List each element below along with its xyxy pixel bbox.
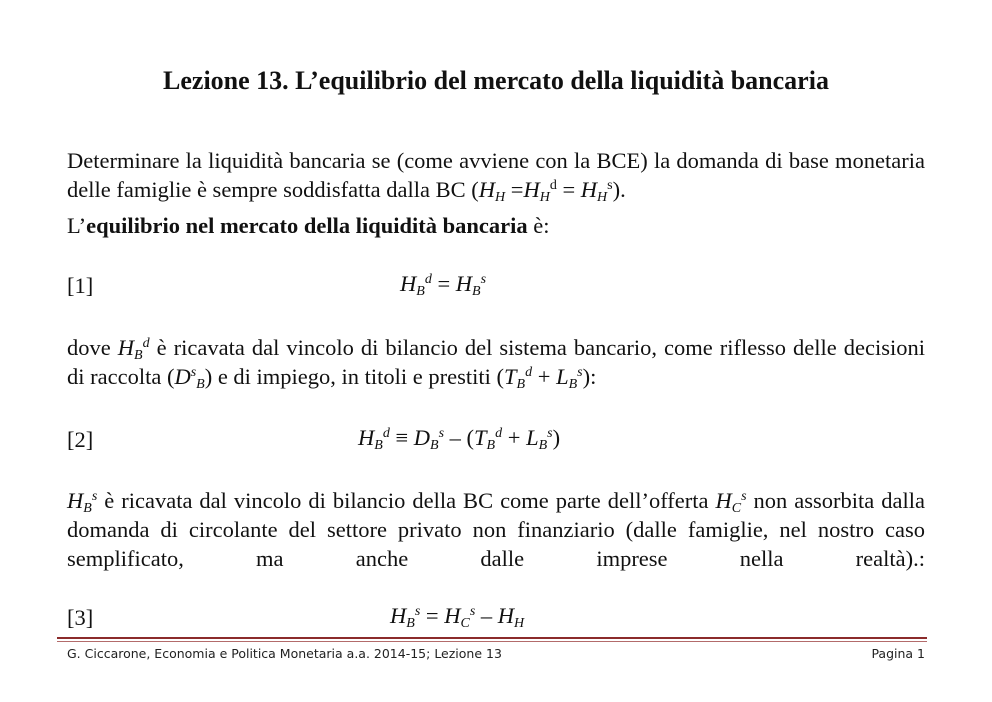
- footer-left: G. Ciccarone, Economia e Politica Monetaria a.a. 2014-15; Lezione 13: [67, 646, 502, 661]
- paragraph-domanda: dove $H_B^d$ è ricavata dal vincolo di bilancio del sistema bancario, come riflesso delle decisioni di raccolta $(D^s_B)$ e di impiego, in titoli e prestiti $(T_B^d + L_B^s)$:: [67, 335, 925, 393]
- footer-rule: [57, 637, 927, 639]
- page-title: Lezione 13. L’equilibrio del mercato della liquidità bancaria: [163, 66, 829, 95]
- domanda-text-b: è ricavata dal vincolo di bilancio del sistema bancario, come riflesso delle decisioni di raccolta (: [67, 335, 925, 389]
- equation-3: $H_B^s = H_C^s - H_H$: [390, 603, 525, 632]
- paragraph-offerta: $H_B^s$ è ricavata dal vincolo di bilancio della BC come parte dell’offerta $H_C^s$ non assorbita dalla domanda di circolante del settore privato non finanziario (dalle famiglie, nel nostro caso semplificato, ma anche dalle imprese nella realtà).:: [67, 488, 925, 571]
- domanda-text-a: dove: [67, 335, 118, 360]
- paragraph-intro: Determinare la liquidità bancaria se (come avviene con la BCE) la domanda di base monetaria delle famiglie è sempre soddisfatta dalla BC $(H_H =H_H^d = H_H^s)$.: [67, 148, 925, 206]
- footer-rule-thin: [57, 641, 927, 642]
- equation-label-1: [1]: [67, 273, 94, 298]
- paragraph-intro-close: ).: [612, 177, 626, 202]
- equation-label-2: [2]: [67, 427, 94, 452]
- paragraph-intro-text: Determinare la liquidità bancaria se (come avviene con la BCE) la domanda di base monetaria delle famiglie è sempre soddisfatta dalla BC (: [67, 148, 925, 202]
- equilibrium-prefix: L’: [67, 213, 87, 238]
- equilibrium-bold: equilibrio nel mercato della liquidità bancaria: [86, 213, 528, 238]
- footer-page-number: Pagina 1: [871, 646, 925, 661]
- equilibrium-suffix: è:: [527, 213, 550, 238]
- paragraph-equilibrium: [67, 211, 925, 240]
- domanda-text-d: ):: [582, 364, 597, 389]
- equation-1: $H_B^d = H_B^s$: [400, 271, 487, 300]
- offerta-text-b: non assorbita dalla domanda di circolante del settore privato non finanziario (dalle famiglie, nel nostro caso semplificato, ma anche dalle imprese nella realtà).:: [67, 488, 925, 571]
- offerta-text-a: è ricavata dal vincolo di bilancio della BC come parte dell’offerta: [97, 488, 716, 513]
- equation-2: $H_B^d \equiv D_B^s - (T_B^d + L_B^s)$: [358, 425, 561, 454]
- domanda-text-c: ) e di impiego, in titoli e prestiti (: [204, 364, 505, 389]
- equation-label-3: [3]: [67, 605, 94, 630]
